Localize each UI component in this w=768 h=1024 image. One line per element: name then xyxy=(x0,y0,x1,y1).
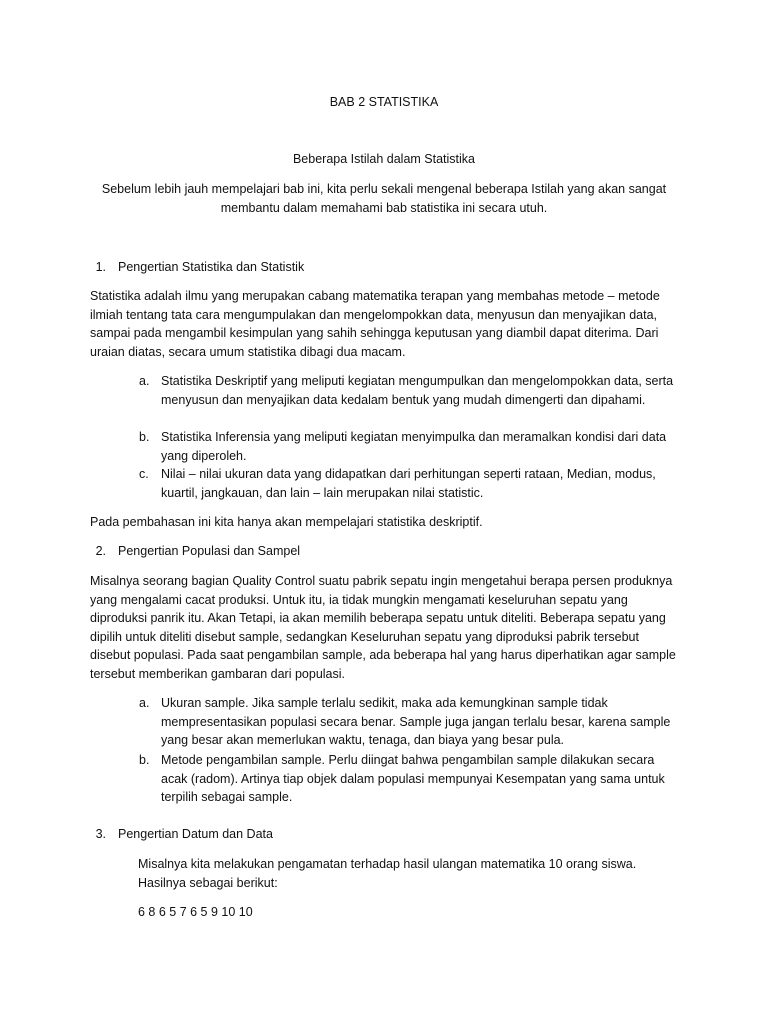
section-2-paragraph: Misalnya seorang bagian Quality Control suatu pabrik sepatu ingin mengetahui berapa persen produknya yang mengalami cacat produksi. Untuk itu, ia tidak mungkin mengamati keseluruhan sepatu yang diproduksi panrik itu. Akan Tetapi, ia akan memilih beberapa sepatu untuk diteliti. Beberapa sepatu yang dipilih untuk diteliti disebut sample, sedangkan Keseluruhan sepatu yang diproduksi pabrik tersebut disebut populasi. Pada saat pengambilan sample, ada beberapa hal yang harus diperhatikan agar sample tersebut memberikan gambaran dari populasi. xyxy=(90,574,676,681)
data-values-line: 6 8 6 5 7 6 5 9 10 10 xyxy=(138,905,253,919)
section-2-heading: Pengertian Populasi dan Sampel xyxy=(118,544,301,558)
doc-subtitle: Beberapa Istilah dalam Statistika xyxy=(292,152,476,166)
item-text: Metode pengambilan sample. Perlu diingat bahwa pengambilan sample dilakukan secara acak (radom). Artinya tiap objek dalam populasi mempunyai Kesempatan yang sama untuk terpilih sebagai sample. xyxy=(161,753,665,804)
item-letter: a. xyxy=(139,696,150,710)
item-text: Statistika Inferensia yang meliputi kegiatan menyimpulka dan meramalkan kondisi dari data yang diperoleh. xyxy=(161,430,667,463)
section-3-number: 3. xyxy=(95,827,106,841)
item-letter: a. xyxy=(139,374,150,388)
item-text: Ukuran sample. Jika sample terlalu sedikit, maka ada kemungkinan sample tidak mempresentasikan populasi secara benar. Sample juga jangan terlalu besar, karena sample yang besar akan memerlukan waktu, tenaga, dan biaya yang besar pula. xyxy=(161,696,671,747)
item-letter: c. xyxy=(139,467,149,481)
item-text: Nilai – nilai ukuran data yang didapatkan dari perhitungan seperti rataan, Median, modus, kuartil, jangkauan, dan lain – lain merupakan nilai statistic. xyxy=(161,467,656,500)
section-1-closing: Pada pembahasan ini kita hanya akan mempelajari statistika deskriptif. xyxy=(90,515,483,529)
item-letter: b. xyxy=(139,430,150,444)
doc-title: BAB 2 STATISTIKA xyxy=(329,95,439,109)
section-2-number: 2. xyxy=(95,544,106,558)
section-3-heading: Pengertian Datum dan Data xyxy=(118,827,273,841)
section-1-paragraph: Statistika adalah ilmu yang merupakan cabang matematika terapan yang membahas metode – metode ilmiah tentang tata cara mengumpulakan dan mengelompokkan data, menyusun dan menyajikan data, sampai pada mengambil kesimpulan yang sahih sehingga keputusan yang diambil dapat diterima. Dari uraian diatas, secara umum statistika dibagi dua macam. xyxy=(90,289,660,359)
intro-paragraph: Sebelum lebih jauh mempelajari bab ini, kita perlu sekali mengenal beberapa Istilah yang akan sangat membantu dalam memahami bab statistika ini secara utuh. xyxy=(101,182,667,215)
section-1-number: 1. xyxy=(95,260,106,274)
section-3-paragraph: Misalnya kita melakukan pengamatan terhadap hasil ulangan matematika 10 orang siswa. Hasilnya sebagai berikut: xyxy=(138,857,637,890)
item-letter: b. xyxy=(139,753,150,767)
item-text: Statistika Deskriptif yang meliputi kegiatan mengumpulkan dan mengelompokkan data, serta menyusun dan menyajikan data kedalam bentuk yang mudah dimengerti dan dipahami. xyxy=(161,374,674,407)
section-1-heading: Pengertian Statistika dan Statistik xyxy=(118,260,305,274)
